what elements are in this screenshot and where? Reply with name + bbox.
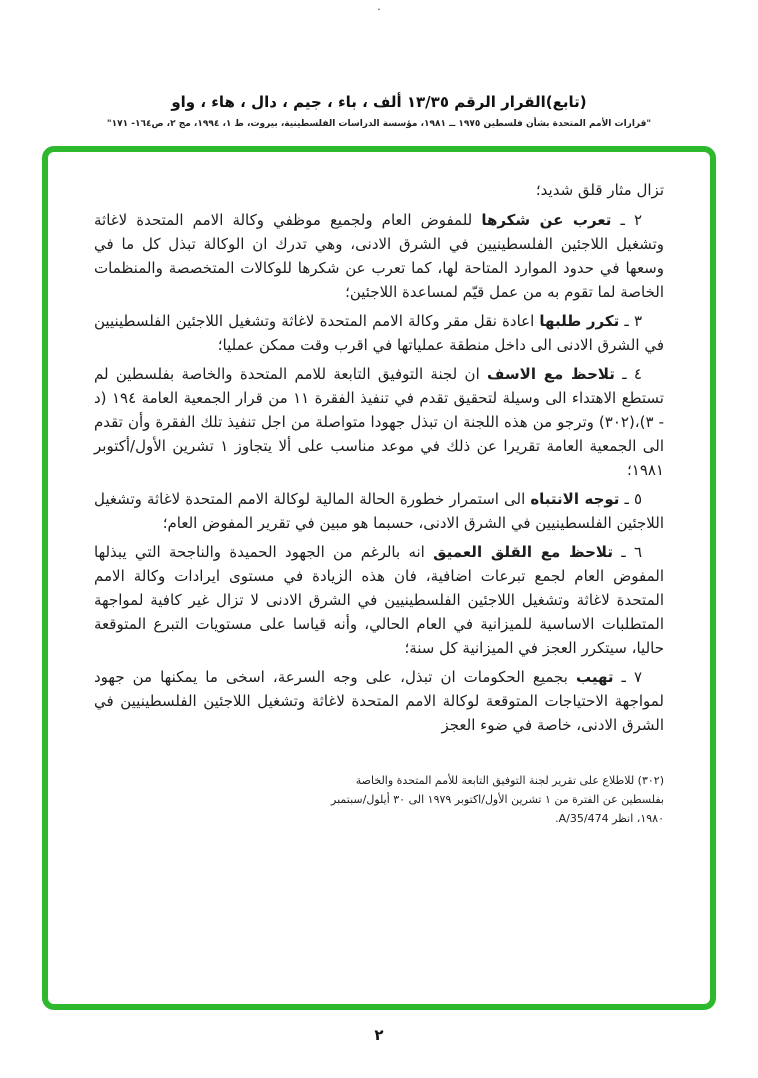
paragraph-4: [94, 362, 664, 482]
paragraph-5: [94, 487, 664, 535]
paragraph-number: ٧ ـ: [613, 668, 643, 686]
paragraph-text: انه بالرغم من الجهود الحميدة والناجحة التي يبذلها المفوض العام لجمع تبرعات اضافية، فان هذه الزيادة في مستوى ايرادات وكالة الامم المتحدة لاغاثة وتشغيل اللاجئين الفلسطينيين في الشرق الادنى لا تزال غير كافية لمواجهة المتطلبات الاساسية للميزانية في العام الحالي، وأنه قياسا على مستويات التبرع المتوقعة حاليا، سيتكرر العجز في الميزانية كل سنة؛: [94, 543, 664, 657]
paragraph-lead: تهيب: [575, 668, 614, 686]
paragraph-7: [94, 665, 664, 737]
paragraph-number: ٦ ـ: [612, 543, 642, 561]
paragraph-lead: تلاحظ مع القلق العميق: [433, 543, 613, 561]
paragraph-number: ٣ ـ: [619, 312, 642, 330]
resolution-title: (تابع)القرار الرقم ١٣/٣٥ ألف ، باء ، جيم ، دال ، هاء ، واو: [171, 93, 587, 111]
paragraph-6: [94, 540, 664, 660]
continuation-line: تزال مثار قلق شديد؛: [535, 181, 664, 199]
paragraph-number: ٤ ـ: [614, 365, 642, 383]
paragraph-text: ان لجنة التوفيق التابعة للامم المتحدة والخاصة بفلسطين لم تستطع الاهتداء الى وسيلة لتحقيق تقدم في تنفيذ الفقرة ١١ من قرار الجمعية العامة ١٩٤ (د - ٣)،(٣٠٢) وترجو من هذه اللجنة ان تبذل جهودا متواصلة من اجل تنفيذ تلك الفقرة وأن تقدم الى الجمعية العامة تقريرا عن ذلك في موعد مناسب على ألا يتجاوز ١ تشرين الأول/أكتوبر ١٩٨١؛: [94, 365, 665, 479]
scan-artifact-dot: .: [377, 0, 381, 13]
footnote-302: (٣٠٢) للاطلاع على تقرير لجنة التوفيق التابعة للأمم المتحدة والخاصة بفلسطين عن الفترة من ١ تشرين الأول/اكتوبر ١٩٧٩ الى ٣٠ أيلول/سبتمبر ١٩٨٠، انظر A/35/474.: [331, 774, 664, 825]
paragraph-3: [94, 309, 664, 357]
paragraph-lead: تعرب عن شكرها: [481, 211, 612, 229]
paragraph-lead: توجه الانتباه: [530, 490, 620, 508]
paragraph-2: [94, 208, 664, 304]
paragraph-lead: تكرر طلبها: [539, 312, 620, 330]
paragraph-text: للمفوض العام ولجميع موظفي وكالة الامم المتحدة لاغاثة وتشغيل اللاجئين الفلسطينيين في الشرق الادنى، وهي تدرك ان الوكالة تبذل كل ما في وسعها في حدود الموارد المتاحة لها، كما تعرب عن شكرها للوكالات المتخصصة والمنظمات الخاصة لما تقوم به من عمل قيّم لمساعدة اللاجئين؛: [94, 211, 664, 301]
paragraph-number: ٢ ـ: [611, 211, 642, 229]
page-header: [0, 93, 758, 129]
page-number: ٢: [374, 1026, 384, 1044]
paragraph-text: الى استمرار خطورة الحالة المالية لوكالة الامم المتحدة لاغاثة وتشغيل اللاجئين الفلسطينيين في الشرق الادنى، حسبما هو مبين في تقرير المفوض العام؛: [94, 490, 664, 532]
source-citation: "قرارات الأمم المتحدة بشأن فلسطين ١٩٧٥ ــ ١٩٨١، مؤسسة الدراسات الفلسطينية، بيروت، ط ١، ١٩٩٤، مج ٢، ص١٦٤- ١٧١": [106, 119, 652, 129]
paragraph-lead: تلاحظ مع الاسف: [487, 365, 615, 383]
annotation-frame: [42, 146, 716, 1010]
paragraph-text: بجميع الحكومات ان تبذل، على وجه السرعة، اسخى ما يمكنها من جهود لمواجهة الاحتياجات المتوقعة لوكالة الامم المتحدة لاغاثة وتشغيل اللاجئين الفلسطينيين في الشرق الادنى، خاصة في ضوء العجز: [94, 668, 664, 734]
paragraph-text: اعادة نقل مقر وكالة الامم المتحدة لاغاثة وتشغيل اللاجئين الفلسطينيين في الشرق الادنى الى داخل منطقة عملياتها في اقرب وقت ممكن عمليا؛: [94, 312, 664, 354]
resolution-body: [94, 178, 664, 828]
paragraph-number: ٥ ـ: [619, 490, 642, 508]
